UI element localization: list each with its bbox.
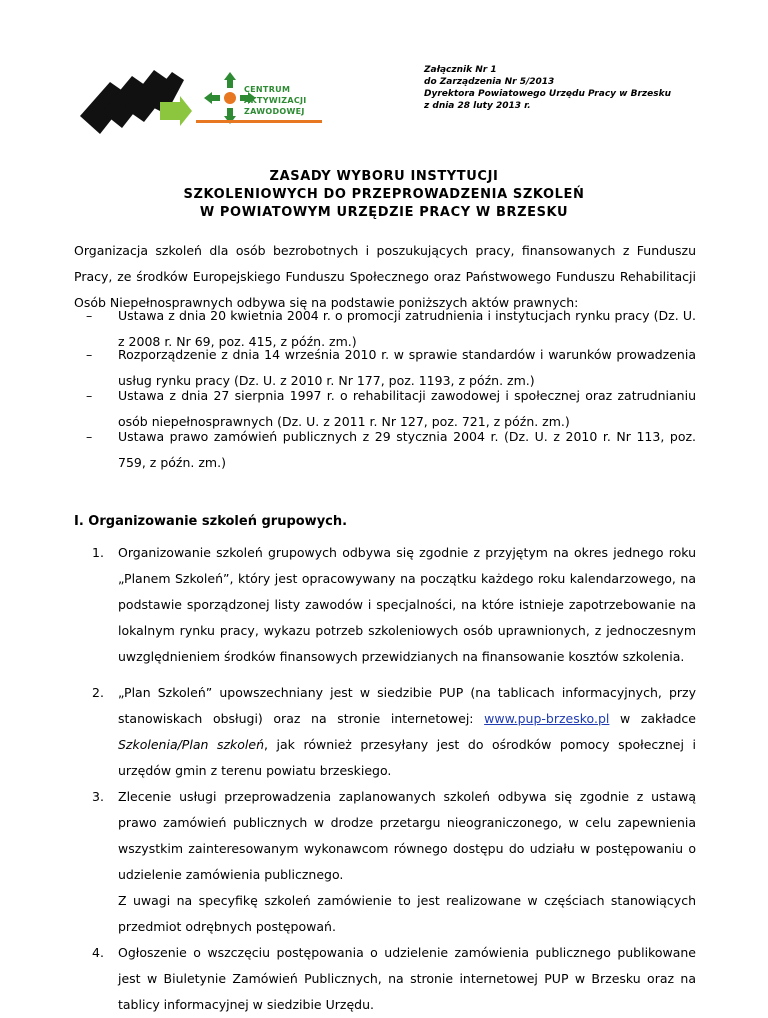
website-link[interactable]: www.pup-brzesko.pl <box>484 711 610 726</box>
item-number: 2. <box>92 685 104 700</box>
document-title: ZASADY WYBORU INSTYTUCJI SZKOLENIOWYCH DO PRZEPROWADZENIA SZKOLEŃ W POWIATOWYM URZĘDZIE PRACY W BRZESKU <box>183 169 585 220</box>
section-item-continuation: Z uwagi na specyfikę szkoleń zamówienie to jest realizowane w częściach stanowiących przedmiot odrębnych postępowań. <box>118 893 696 934</box>
logo-underline <box>196 120 322 123</box>
bullet-marker: – <box>86 429 93 444</box>
logo-text: CENTRUM AKTYWIZACJI ZAWODOWEJ <box>244 85 307 116</box>
legal-act-item: Ustawa z dnia 27 sierpnia 1997 r. o rehabilitacji zawodowej i społecznej oraz zatrudnianiu osób niepełnosprawnych (Dz. U. z 2011 r. Nr 127, poz. 721, z późn. zm.) <box>118 388 696 429</box>
section-heading: I. Organizowanie szkoleń grupowych. <box>74 514 348 529</box>
intro-paragraph: Organizacja szkoleń dla osób bezrobotnych i poszukujących pracy, finansowanych z Funduszu Pracy, ze środków Europejskiego Funduszu Społecznego oraz Państwowego Funduszu Rehabilitacji Osób Niepełnosprawnych odbywa się na podstawie poniższych aktów prawnych: <box>74 243 696 310</box>
annex-header: Załącznik Nr 1 do Zarządzenia Nr 5/2013 Dyrektora Powiatowego Urzędu Pracy w Brzesku z dnia 28 luty 2013 r. <box>424 65 671 111</box>
bullet-marker: – <box>86 388 93 403</box>
section-item: „Plan Szkoleń” upowszechniany jest w siedzibie PUP (na tablicach informacyjnych, przy stanowiskach obsługi) oraz na stronie internetowej: www.pup-brzesko.pl w zakładce Szkolenia/Plan szkoleń, jak również przesyłany jest do ośrodków pomocy społecznej i urzędów gmin z terenu powiatu brzeskiego. <box>118 685 696 778</box>
legal-act-item: Ustawa z dnia 20 kwietnia 2004 r. o promocji zatrudnienia i instytucjach rynku pracy (Dz. U. z 2008 r. Nr 69, poz. 415, z późn. zm.) <box>118 308 696 349</box>
section-item: Zlecenie usługi przeprowadzenia zaplanowanych szkoleń odbywa się zgodnie z ustawą prawo zamówień publicznych w drodze przetargu nieograniczonego, w celu zapewnienia wszystkim zainteresowanym wykonawcom równego dostępu do udziału w postępowaniu o udzielenie zamówienia publicznego. <box>118 789 696 882</box>
item-number: 1. <box>92 545 104 560</box>
film-strips-graphic <box>80 70 192 134</box>
item-number: 4. <box>92 945 104 960</box>
legal-act-item: Rozporządzenie z dnia 14 września 2010 r. w sprawie standardów i warunków prowadzenia usług rynku pracy (Dz. U. z 2010 r. Nr 177, poz. 1193, z późn. zm.) <box>118 347 696 388</box>
legal-act-item: Ustawa prawo zamówień publicznych z 29 stycznia 2004 r. (Dz. U. z 2010 r. Nr 113, poz. 759, z późn. zm.) <box>118 429 696 470</box>
item-number: 3. <box>92 789 104 804</box>
section-item: Ogłoszenie o wszczęciu postępowania o udzielenie zamówienia publicznego publikowane jest w Biuletynie Zamówień Publicznych, na stronie internetowej PUP w Brzesku oraz na tablicy informacyjnej w siedzibie Urzędu. <box>118 945 696 1012</box>
bullet-marker: – <box>86 347 93 362</box>
section-item: Organizowanie szkoleń grupowych odbywa się zgodnie z przyjętym na okres jednego roku „Planem Szkoleń”, który jest opracowywany na początku każdego roku kalendarzowego, na podstawie sporządzonej listy zawodów i specjalności, na które istnieje zapotrzebowanie na lokalnym rynku pracy, wykazu potrzeb szkoleniowych osób uprawnionych, z jednoczesnym uwzględnieniem środków finansowych przewidzianych na finansowanie kosztów szkolenia. <box>118 545 696 664</box>
bullet-marker: – <box>86 308 93 323</box>
